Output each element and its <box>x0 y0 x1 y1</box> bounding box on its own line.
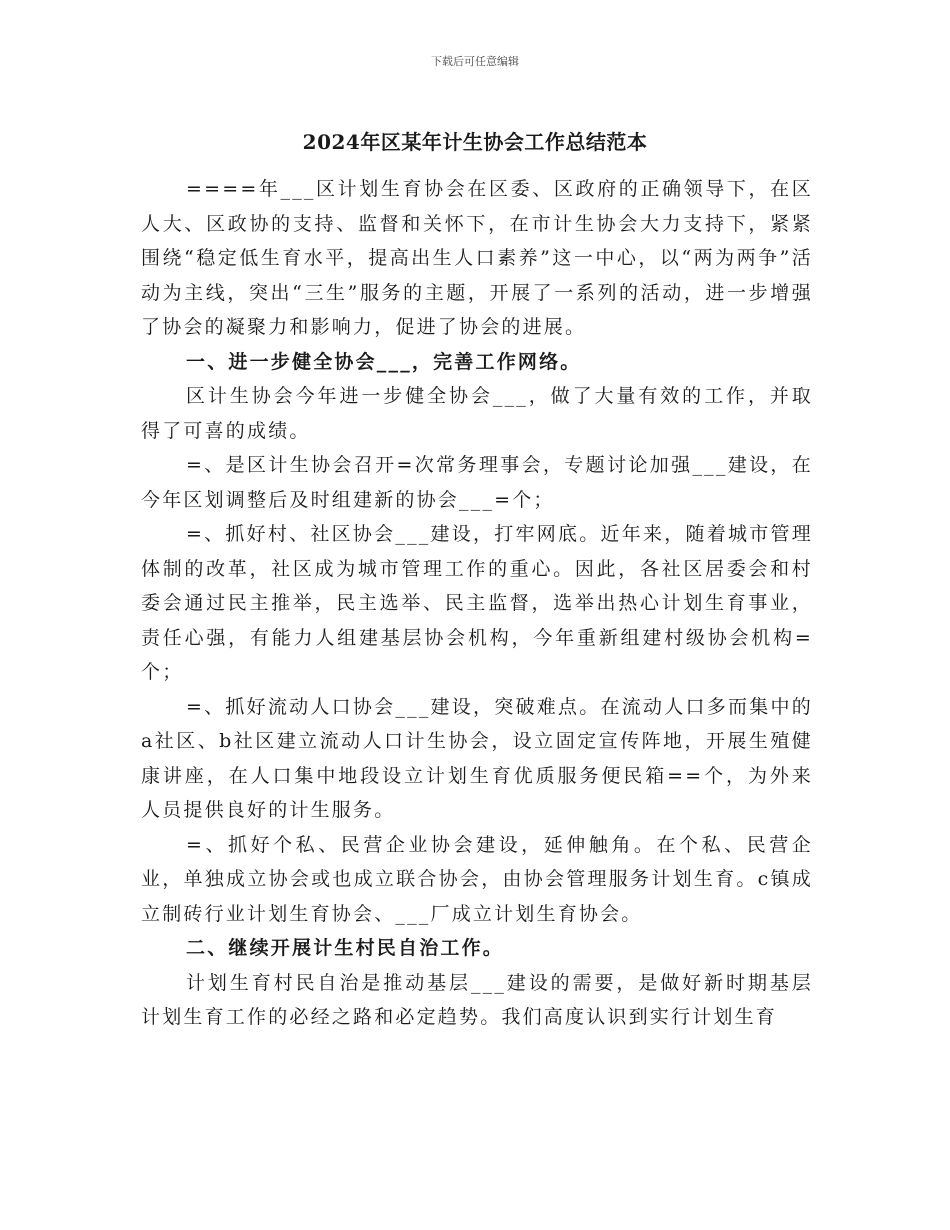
document-body <box>141 172 813 1035</box>
body-paragraph: 计划生育村民自治是推动基层___建设的需要，是做好新时期基层计划生育工作的必经之路和必定趋势。我们高度认识到实行计划生育 <box>141 971 813 1028</box>
header-note: 下载后可任意编辑 <box>431 55 519 68</box>
body-paragraph: =、抓好村、社区协会___建设，打牢网底。近年来，随着城市管理体制的改革，社区成为城市管理工作的重心。因此，各社区居委会和村委会通过民主推举，民主选举、民主监督，选举出热心计划生育事业，责任心强，有能力人组建基层协会机构，今年重新组建村级协会机构=个； <box>141 523 813 683</box>
intro-paragraph: ====年___区计划生育协会在区委、区政府的正确领导下，在区人大、区政协的支持、监督和关怀下，在市计生协会大力支持下，紧紧围绕“稳定低生育水平，提高出生人口素养”这一中心，以“两为两争”活动为主线，突出“三生”服务的主题，开展了一系列的活动，进一步增强了协会的凝聚力和影响力，促进了协会的进展。 <box>141 178 813 338</box>
document-title: 2024年区某年计生协会工作总结范本 <box>302 130 648 154</box>
body-paragraph: 区计生协会今年进一步健全协会___，做了大量有效的工作，并取得了可喜的成绩。 <box>141 385 813 442</box>
body-paragraph: =、抓好流动人口协会___建设，突破难点。在流动人口多而集中的a社区、b社区建立流动人口计生协会，设立固定宣传阵地，开展生殖健康讲座，在人口集中地段设立计划生育优质服务便民箱==个，为外来人员提供良好的计生服务。 <box>141 695 813 821</box>
section-heading-1: 一、进一步健全协会___，完善工作网络。 <box>186 350 582 373</box>
body-paragraph: =、抓好个私、民营企业协会建设，延伸触角。在个私、民营企业，单独成立协会或也成立联合协会，由协会管理服务计划生育。c镇成立制砖行业计划生育协会、___厂成立计划生育协会。 <box>141 833 813 925</box>
body-paragraph: =、是区计生协会召开=次常务理事会，专题讨论加强___建设，在今年区划调整后及时组建新的协会___=个； <box>141 454 813 511</box>
section-heading-2: 二、继续开展计生村民自治工作。 <box>186 937 505 959</box>
